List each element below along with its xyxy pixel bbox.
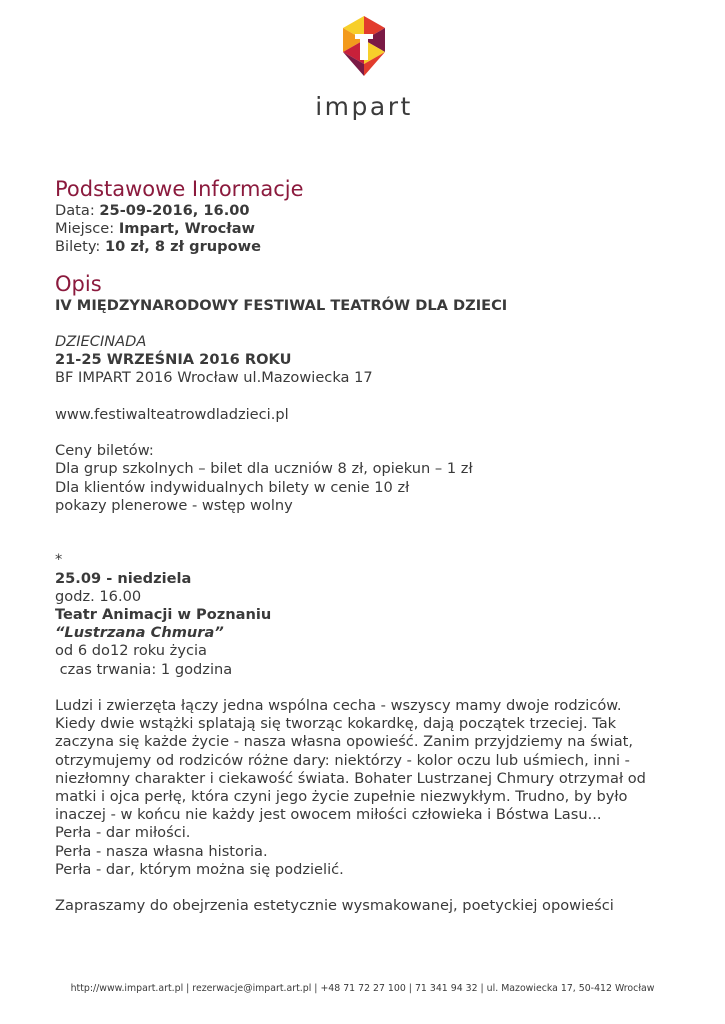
theatre-name: Teatr Animacji w Poznaniu <box>55 605 272 623</box>
asterisk-separator: * <box>55 551 63 569</box>
logo-wordmark: impart <box>315 92 413 121</box>
dziecinada-text: DZIECINADA <box>55 333 147 350</box>
date-label: Data: <box>55 202 95 219</box>
festival-title: IV MIĘDZYNARODOWY FESTIWAL TEATRÓW DLA DZIECI <box>55 296 508 314</box>
impart-logo-mark-icon <box>335 14 393 78</box>
paragraph-line: otrzymujemy od rodziców różne dary: niektórzy - kolor oczu lub uśmiech, inni - <box>55 751 630 769</box>
price-line: Dla klientów indywidualnych bilety w cenie 10 zł <box>55 478 410 496</box>
impart-logo <box>314 14 414 121</box>
duration: czas trwania: 1 godzina <box>55 660 233 678</box>
desc-heading: Opis <box>55 271 102 296</box>
price-line: Ceny biletów: <box>55 442 154 460</box>
tickets-value: 10 zł, 8 zł grupowe <box>104 238 262 256</box>
paragraph-line: Perła - dar miłości. <box>55 824 191 842</box>
paragraph-line: niezłomny charakter i ciekawość świata. Bohater Lustrzanej Chmury otrzymał od <box>55 769 646 787</box>
event-content <box>55 176 675 915</box>
tickets-row <box>55 238 675 256</box>
paragraph-line: zaczyna się każde życie - nasza własna opowieść. Zanim przyjdziemy na świat, <box>55 733 633 751</box>
event-time: godz. 16.00 <box>55 587 142 605</box>
festival-venue: BF IMPART 2016 Wrocław ul.Mazowiecka 17 <box>55 369 373 387</box>
paragraph-line: matki i ojca perłę, która czyni jego życie zupełnie niezwykłym. Trudno, by było <box>55 788 628 805</box>
tickets-label: Bilety: <box>55 238 101 256</box>
age-range: od 6 do12 roku życia <box>55 642 207 660</box>
festival-dates: 21-25 WRZEŚNIA 2016 ROKU <box>55 351 292 369</box>
page-footer: http://www.impart.art.pl | rezerwacje@impart.art.pl | +48 71 72 27 100 | 71 341 94 32 | ul. Mazowiecka 17, 50-412 Wrocław <box>70 983 655 994</box>
place-row <box>55 220 675 238</box>
paragraph-line: Perła - dar, którym można się podzielić. <box>55 860 344 878</box>
paragraph-line: Kiedy dwie wstążki splatają się tworząc kokardkę, dają początek trzeciej. Tak <box>55 715 617 733</box>
date-row <box>55 202 675 220</box>
price-line: pokazy plenerowe - wstęp wolny <box>55 496 293 514</box>
info-heading: Podstawowe Informacje <box>55 177 304 201</box>
paragraph-line: Perła - nasza własna historia. <box>55 842 268 860</box>
date-value: 25-09-2016, 16.00 <box>99 202 250 219</box>
show-title: “Lustrzana Chmura” <box>55 624 224 642</box>
festival-website-link[interactable]: www.festiwalteatrowdladzieci.pl <box>55 405 289 423</box>
closing-line: Zapraszamy do obejrzenia estetycznie wysmakowanej, poetyckiej opowieści <box>55 897 614 915</box>
place-label: Miejsce: <box>55 220 115 238</box>
paragraph-line: inaczej - w końcu nie każdy jest owocem miłości człowieka i Bóstwa Lasu... <box>55 806 602 824</box>
place-value: Impart, Wrocław <box>118 220 256 238</box>
event-day: 25.09 - niedziela <box>55 569 192 587</box>
price-line: Dla grup szkolnych – bilet dla uczniów 8 zł, opiekun – 1 zł <box>55 460 473 478</box>
paragraph-line: Ludzi i zwierzęta łączy jedna wspólna cecha - wszyscy mamy dwoje rodziców. <box>55 696 622 714</box>
